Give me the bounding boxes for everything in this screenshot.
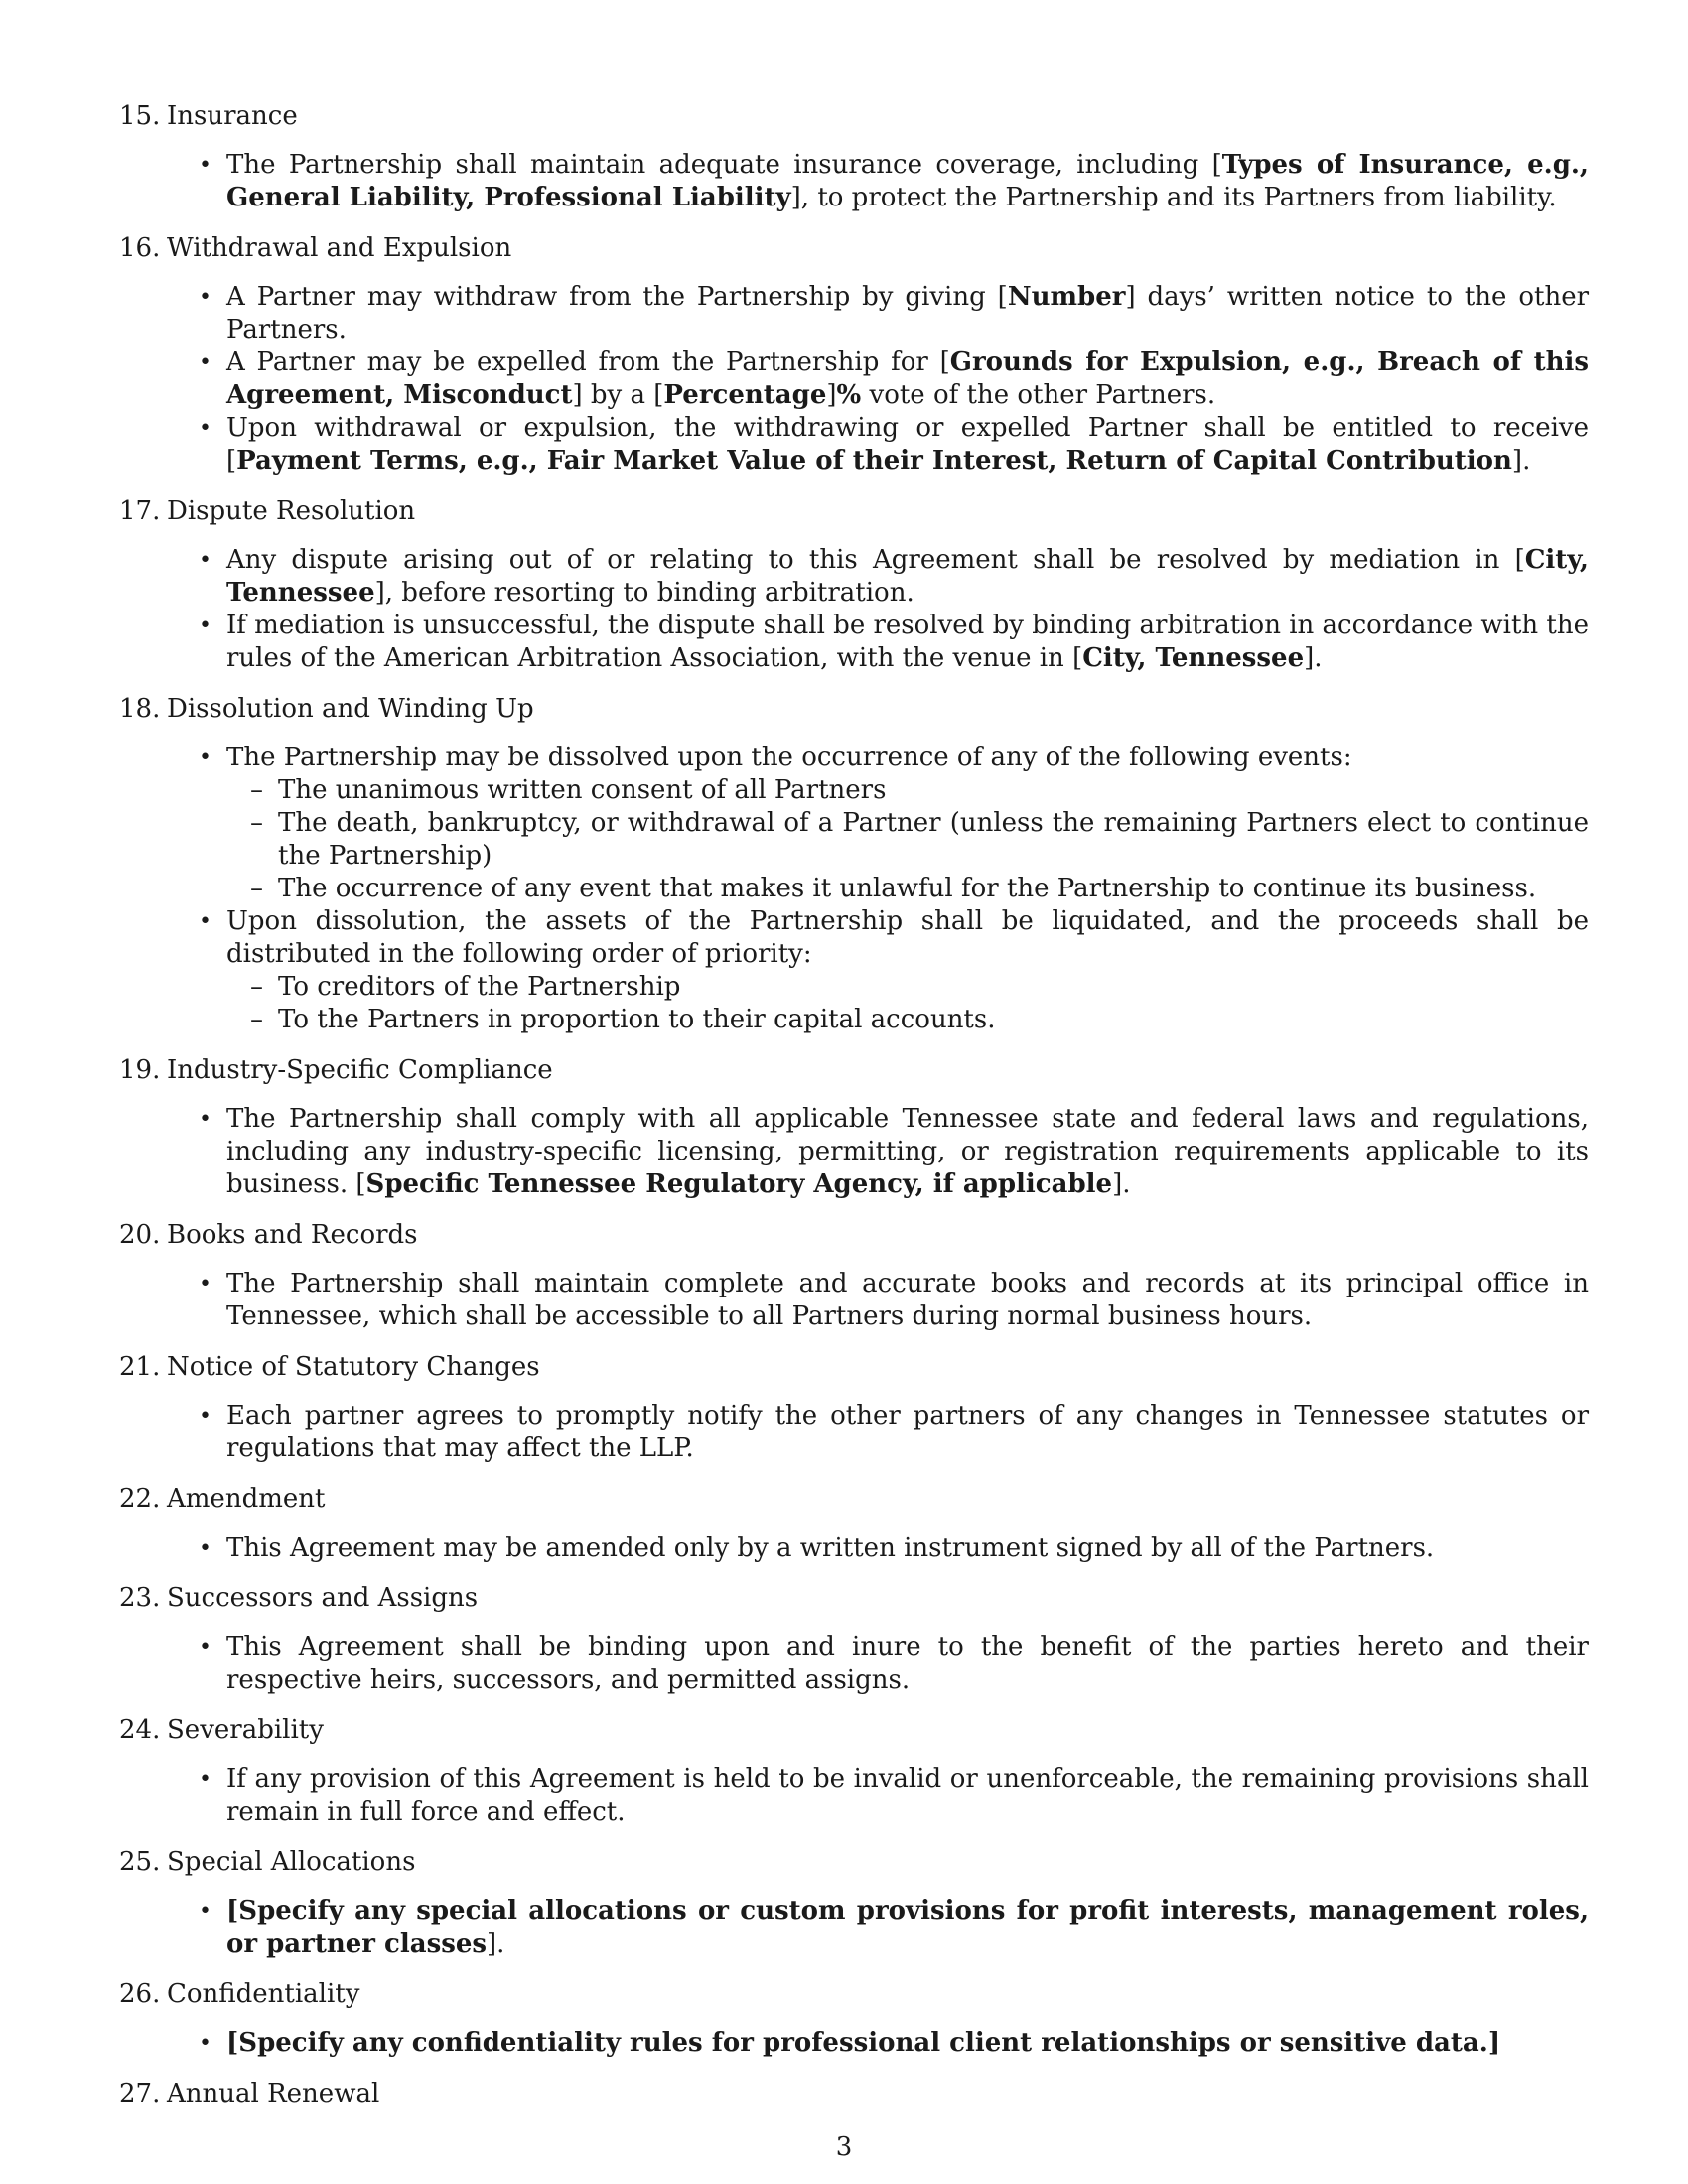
section [119, 1482, 1589, 1565]
section [119, 692, 1589, 1036]
bullet-item [226, 544, 1589, 610]
section-number: 20. [119, 1220, 161, 1250]
section-heading [119, 1482, 1589, 1516]
text-run: The Partnership shall maintain complete and accurate books and records at its principal office in Tennessee, which shall be accessible to all Partners during normal business hours. [226, 1269, 1589, 1331]
text-run: ]. [1511, 446, 1531, 476]
sub-list-item: – The unanimous written consent of all Partners [278, 774, 1589, 807]
section-title: Notice of Statutory Changes [167, 1352, 540, 1382]
bullet-item [226, 412, 1589, 478]
text-run: ]. [1304, 643, 1323, 673]
section-heading [119, 1978, 1589, 2011]
sub-list [226, 971, 1589, 1036]
placeholder-text: Percentage [663, 380, 827, 410]
sub-list-item: – To the Partners in proportion to their capital accounts. [278, 1004, 1589, 1036]
section [119, 99, 1589, 214]
section-title: Annual Renewal [167, 2079, 380, 2109]
section-number: 26. [119, 1979, 161, 2009]
section-title: Dispute Resolution [167, 496, 416, 526]
text-run: ] [826, 380, 837, 410]
bullet-list [119, 1103, 1589, 1201]
section-heading [119, 1350, 1589, 1384]
bullet-item [226, 742, 1589, 905]
text-run: The Partnership shall maintain adequate insurance coverage, including [ [226, 150, 1222, 180]
section-number: 16. [119, 233, 161, 263]
section-heading [119, 231, 1589, 265]
section-number: 21. [119, 1352, 161, 1382]
section-heading [119, 1053, 1589, 1087]
text-run: ]. [487, 1929, 505, 1959]
text-run: If any provision of this Agreement is held to be invalid or unenforceable, the remaining provisions shall remain in full force and effect. [226, 1764, 1589, 1827]
text-run: ], before resorting to binding arbitration. [374, 578, 914, 608]
bullet-item [226, 149, 1589, 214]
bullet-item [226, 1268, 1589, 1333]
section [119, 1978, 1589, 2060]
section-title: Amendment [167, 1484, 326, 1514]
section [119, 494, 1589, 675]
section [119, 1053, 1589, 1201]
section-heading [119, 2077, 1589, 2111]
bullet-list [119, 2027, 1589, 2060]
section-heading [119, 1713, 1589, 1747]
placeholder-text: Number [1007, 282, 1126, 312]
section-heading [119, 494, 1589, 528]
text-run: A Partner may be expelled from the Partnership for [ [226, 347, 950, 377]
section [119, 2077, 1589, 2111]
page-number: 3 [835, 2132, 853, 2162]
bullet-item [226, 1763, 1589, 1829]
section-number: 27. [119, 2079, 161, 2109]
text-run: ]. [1112, 1169, 1131, 1199]
text-run: Each partner agrees to promptly notify the other partners of any changes in Tennessee statutes or regulations that may affect the LLP. [226, 1401, 1589, 1463]
text-run: ], to protect the Partnership and its Partners from liability. [790, 183, 1557, 212]
text-run: Any dispute arising out of or relating to this Agreement shall be resolved by mediation in [ [226, 545, 1525, 575]
section-title: Dissolution and Winding Up [167, 694, 534, 724]
text-run: A Partner may withdraw from the Partnership by giving [ [226, 282, 1008, 312]
text-run: Upon dissolution, the assets of the Partnership shall be liquidated, and the proceeds shall be distributed in the following order of priority: [226, 906, 1589, 969]
section-title: Withdrawal and Expulsion [167, 233, 512, 263]
section-heading [119, 1218, 1589, 1252]
bullet-item [226, 610, 1589, 675]
bullet-list [119, 1631, 1589, 1697]
section-number: 23. [119, 1583, 161, 1613]
section [119, 1845, 1589, 1961]
section-number: 25. [119, 1847, 161, 1877]
section-title: Confidentiality [167, 1979, 360, 2009]
bullet-item [226, 1103, 1589, 1201]
placeholder-text: Types of Insurance, e.g., General Liability, Professional Liability [226, 150, 1589, 212]
text-run: If mediation is unsuccessful, the dispute shall be resolved by binding arbitration in accordance with the rules of the American Arbitration Association, with the venue in [ [226, 611, 1589, 673]
sub-list-item: – To creditors of the Partnership [278, 971, 1589, 1004]
bullet-list [119, 544, 1589, 675]
bullet-list [119, 281, 1589, 478]
section [119, 231, 1589, 478]
placeholder-text: City, Tennessee [1082, 643, 1305, 673]
section-heading [119, 1845, 1589, 1879]
section-number: 15. [119, 101, 161, 131]
section-number: 22. [119, 1484, 161, 1514]
placeholder-text: % [836, 380, 862, 410]
text-run: vote of the other Partners. [861, 380, 1216, 410]
section [119, 1713, 1589, 1829]
section-title: Books and Records [167, 1220, 418, 1250]
bullet-item [226, 281, 1589, 346]
placeholder-text: Grounds for Expulsion, e.g., Breach of this Agreement, Misconduct [226, 347, 1589, 410]
section [119, 1218, 1589, 1333]
bullet-item [226, 346, 1589, 412]
bullet-item [226, 1400, 1589, 1465]
placeholder-text: City, Tennessee [226, 545, 1589, 608]
bullet-item [226, 1895, 1589, 1961]
bullet-list [119, 1895, 1589, 1961]
bullet-list [119, 1268, 1589, 1333]
section-heading [119, 99, 1589, 133]
section-title: Industry-Specific Compliance [167, 1055, 553, 1085]
bullet-list [119, 742, 1589, 1036]
section-number: 19. [119, 1055, 161, 1085]
placeholder-text: Payment Terms, e.g., Fair Market Value of their Interest, Return of Capital Contribution [236, 446, 1512, 476]
bullet-item [226, 905, 1589, 1036]
placeholder-text: [Specify any confidentiality rules for professional client relationships or sensitive data.] [226, 2028, 1501, 2058]
section [119, 1350, 1589, 1465]
sub-list-item: – The death, bankruptcy, or withdrawal of a Partner (unless the remaining Partners elect to continue the Partnership) [278, 807, 1589, 873]
section-title: Severability [167, 1715, 324, 1745]
section-number: 17. [119, 496, 161, 526]
placeholder-text: [Specify any special allocations or custom provisions for profit interests, management roles, or partner classes [226, 1896, 1589, 1959]
section-title: Insurance [167, 101, 298, 131]
sub-list [226, 774, 1589, 905]
bullet-item [226, 1631, 1589, 1697]
text-run: The Partnership may be dissolved upon the occurrence of any of the following events: [226, 743, 1352, 772]
bullet-item [226, 2027, 1589, 2060]
section-title: Successors and Assigns [167, 1583, 479, 1613]
text-run: This Agreement shall be binding upon and inure to the benefit of the parties hereto and their respective heirs, successors, and permitted assigns. [226, 1632, 1589, 1695]
section-heading [119, 692, 1589, 726]
text-run: This Agreement may be amended only by a written instrument signed by all of the Partners. [226, 1533, 1435, 1563]
section-number: 24. [119, 1715, 161, 1745]
section-heading [119, 1581, 1589, 1615]
placeholder-text: Specific Tennessee Regulatory Agency, if applicable [365, 1169, 1113, 1199]
bullet-list [119, 1763, 1589, 1829]
bullet-list [119, 149, 1589, 214]
section-title: Special Allocations [167, 1847, 416, 1877]
text-run: ] days’ written notice to the other Partners. [226, 282, 1590, 344]
bullet-list [119, 1532, 1589, 1565]
bullet-item [226, 1532, 1589, 1565]
section [119, 1581, 1589, 1697]
text-run: Upon withdrawal or expulsion, the withdrawing or expelled Partner shall be entitled to receive [ [226, 413, 1589, 476]
section-list [119, 99, 1589, 2127]
text-run: ] by a [ [572, 380, 664, 410]
sub-list-item: – The occurrence of any event that makes it unlawful for the Partnership to continue its business. [278, 873, 1589, 905]
section-number: 18. [119, 694, 161, 724]
text-run: The Partnership shall comply with all applicable Tennessee state and federal laws and regulations, including any industry-specific licensing, permitting, or registration requirements applicable to its business. [ [226, 1104, 1589, 1199]
bullet-list [119, 1400, 1589, 1465]
